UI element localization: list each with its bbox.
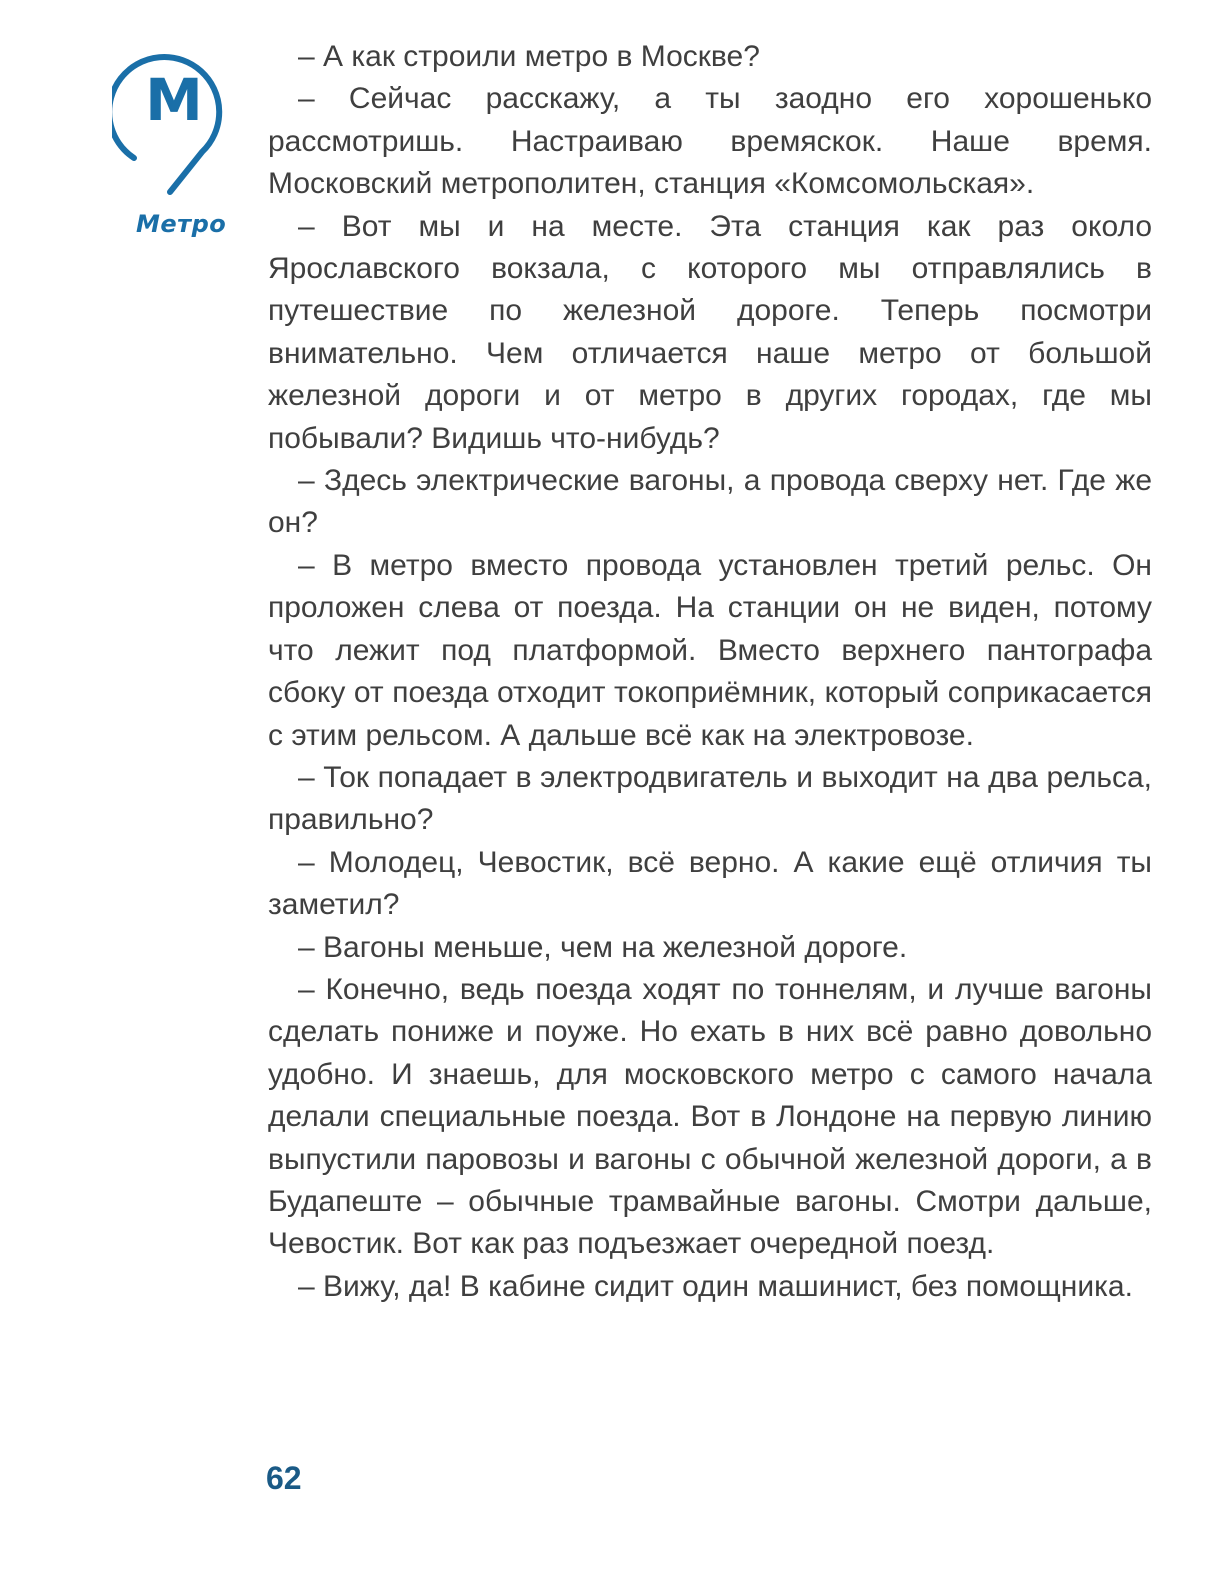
body-text [268, 36, 1152, 1308]
paragraph: – Вагоны меньше, чем на железной дороге. [298, 930, 908, 964]
paragraph: – А как строили метро в Москве? [298, 40, 760, 73]
logo-letter: M [145, 66, 203, 134]
paragraph: – В метро вместо провода установлен третий рельс. Он проложен слева от поезда. На станции он не виден, потому что лежит под платформой. Вместо верхнего пантографа сбоку от поезда отходит токоприёмник, который соприкасается с этим рельсом. А дальше всё как на электровозе. [268, 548, 1152, 752]
paragraph: – Ток попадает в электродвигатель и выходит на два рельса, правильно? [268, 760, 1152, 837]
page-number: 62 [266, 1460, 302, 1496]
metro-logo-icon [112, 42, 236, 202]
paragraph: – Здесь электрические вагоны, а провода сверху нет. Где же он? [268, 464, 1152, 540]
paragraph: – Конечно, ведь поезда ходят по тоннелям, и лучше вагоны сделать пониже и поуже. Но ехать в них всё равно довольно удобно. И знаешь, для московского метро с самого начала делали специальные поезда. Вот в Лондоне на первую линию выпустили паровозы и вагоны с обычной железной дороги, а в Будапеште – обычные трамвайные вагоны. Смотри дальше, Чевостик. Вот как раз подъезжает очередной поезд. [268, 972, 1152, 1261]
paragraph: – Молодец, Чевостик, всё верно. А какие ещё отличия ты заметил? [268, 845, 1152, 922]
sidebar-label: Метро [136, 210, 227, 238]
paragraph: – Вот мы и на месте. Эта станция как раз около Ярославского вокзала, с которого мы отправлялись в путешествие по железной дороге. Теперь посмотри внимательно. Чем отличается наше метро от большой железной дороги и от метро в других городах, где мы побывали? Видишь что-нибудь? [268, 209, 1152, 455]
metro-sidebar [112, 42, 242, 238]
paragraph: – Вижу, да! В кабине сидит один машинист, без помощника. [298, 1269, 1133, 1303]
paragraph: – Сейчас расскажу, а ты заодно его хорошенько рассмотришь. Настраиваю времяскок. Наше время. Московский метрополитен, станция «Комсомольская». [268, 82, 1152, 201]
